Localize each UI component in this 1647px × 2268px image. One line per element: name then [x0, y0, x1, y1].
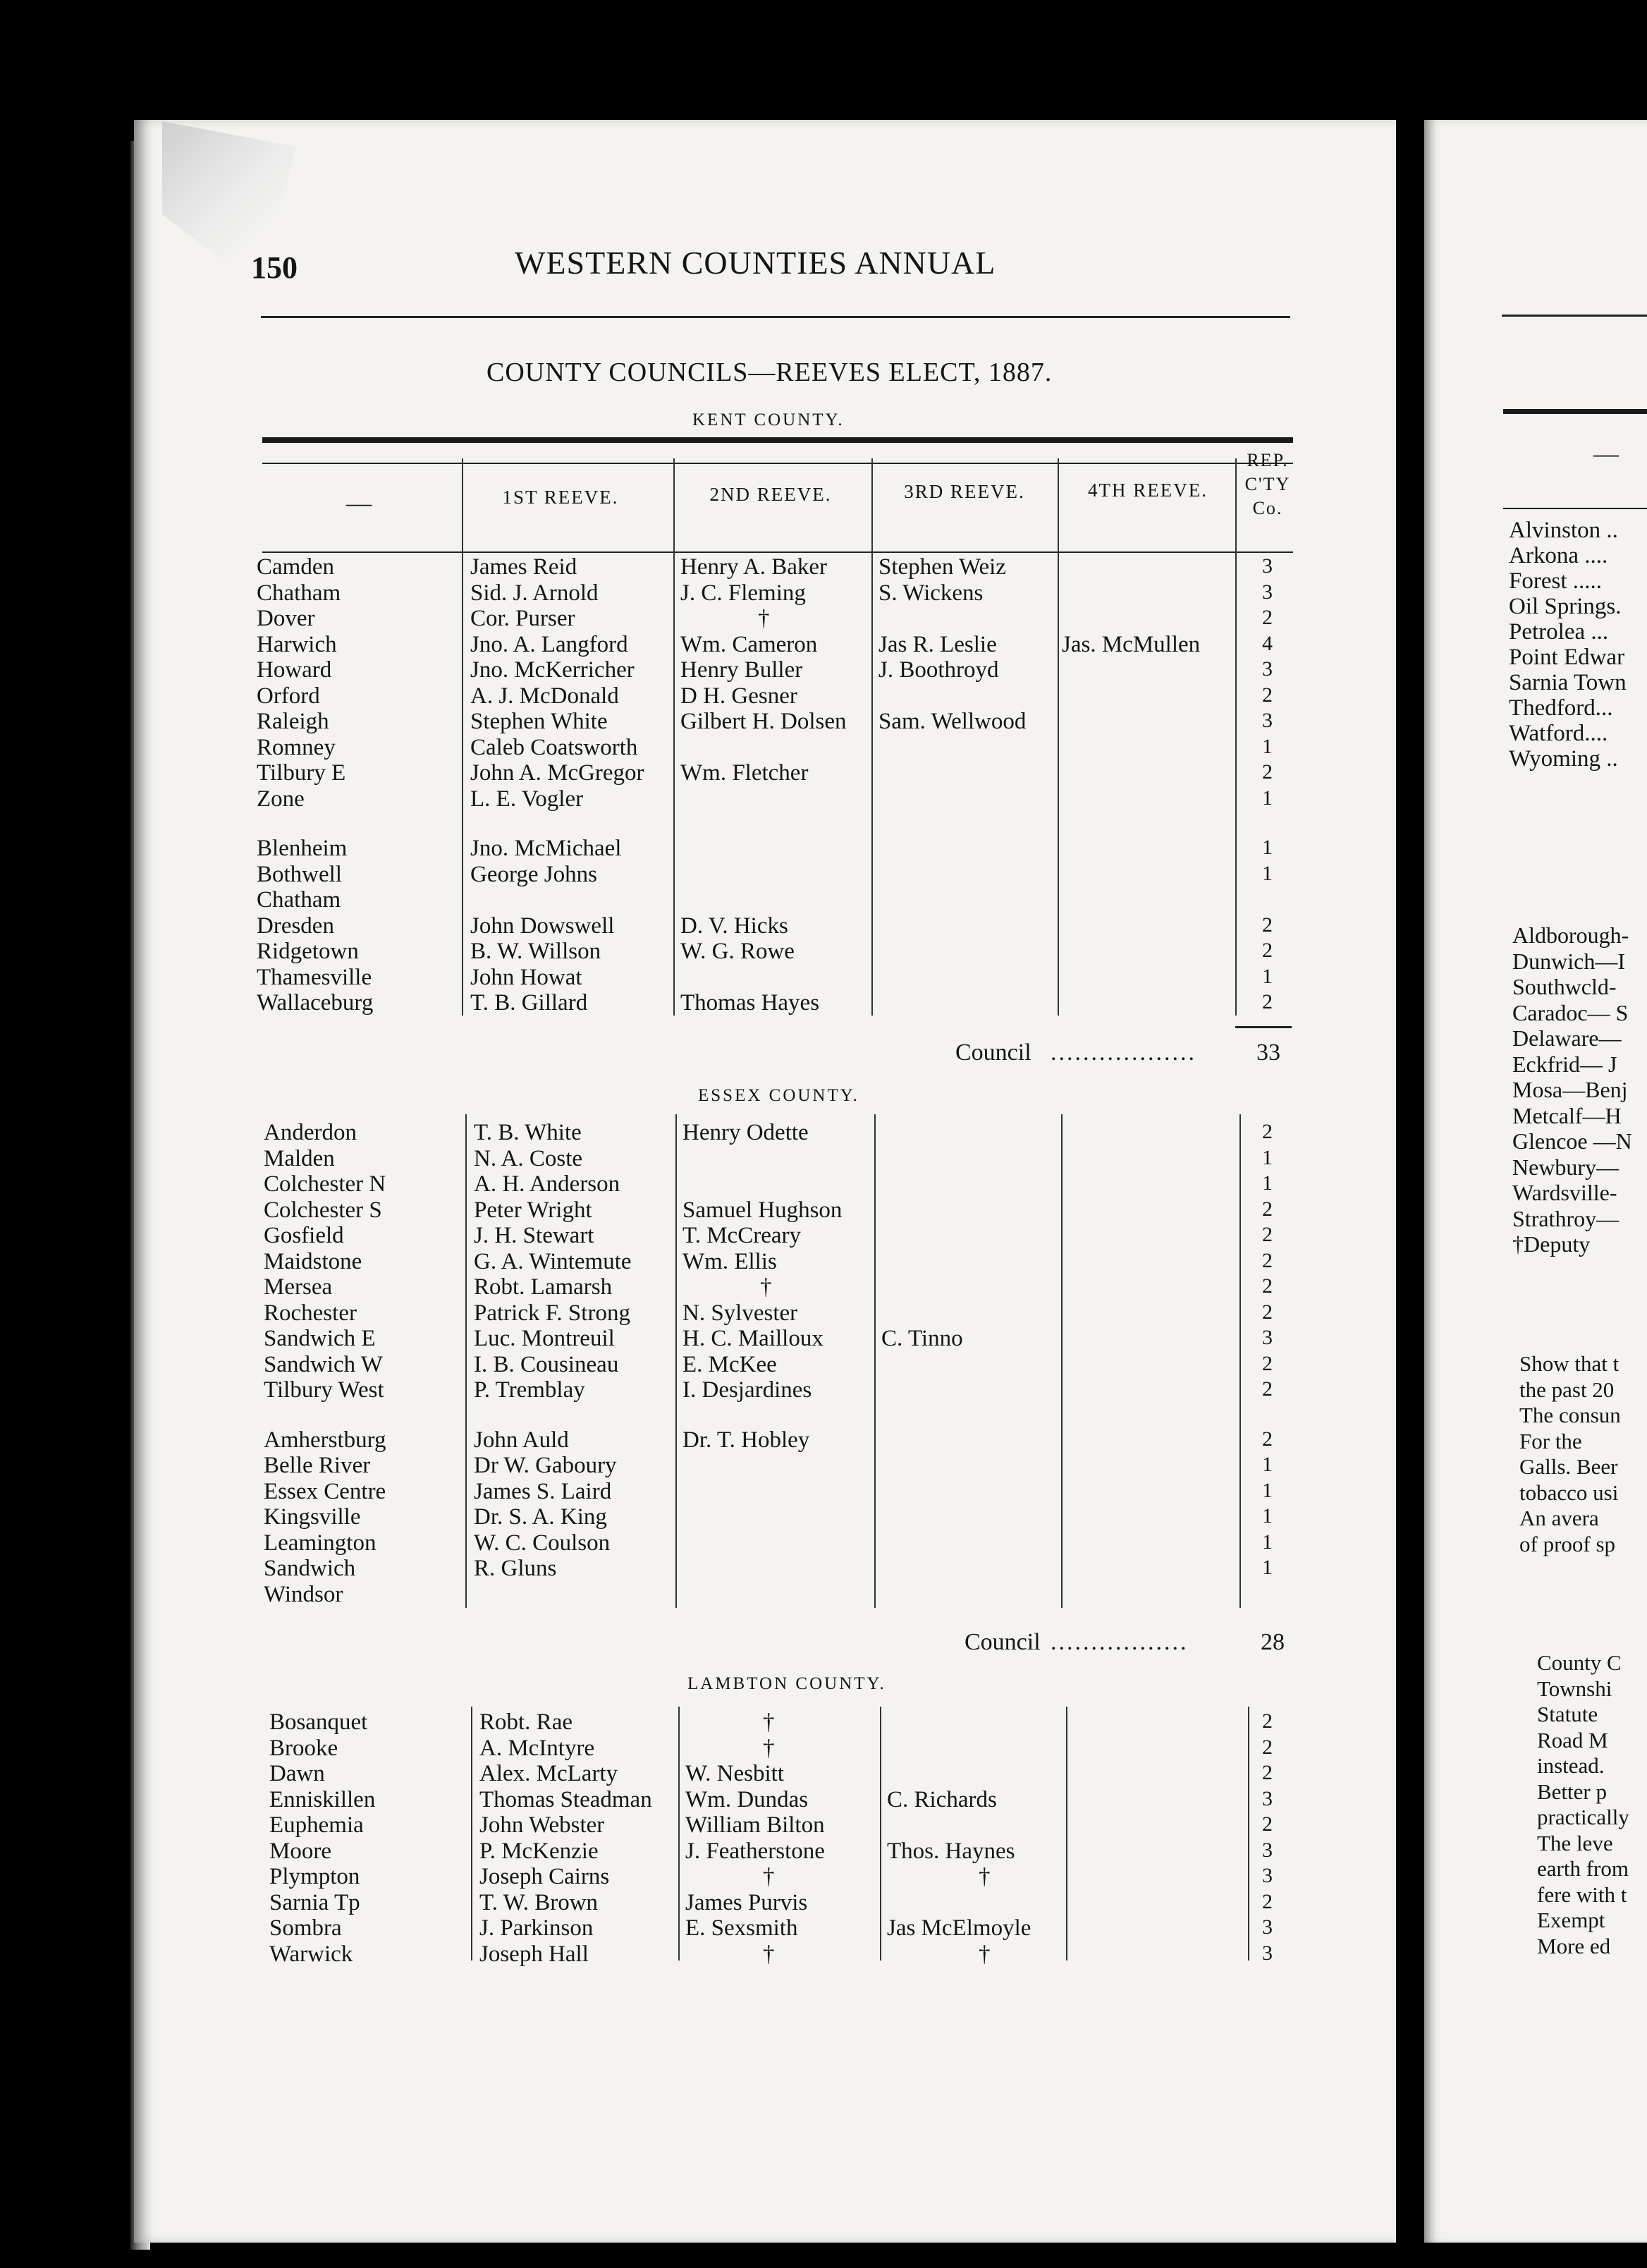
first-reeve-cell: T. B. White: [474, 1120, 582, 1145]
header-fourth-reeve: 4TH REEVE.: [1088, 480, 1208, 501]
municipality-cell: Leamington: [264, 1530, 376, 1556]
table-row: [264, 1479, 1307, 1504]
second-reeve-cell: Wm. Dundas: [685, 1786, 809, 1812]
table-row: [264, 1146, 1307, 1171]
municipality-cell: Enniskillen: [269, 1786, 376, 1812]
table-row: [257, 836, 1300, 861]
table-row: [264, 1300, 1307, 1326]
kent-county-title: KENT COUNTY.: [692, 410, 845, 429]
third-reeve-cell: Thos. Haynes: [887, 1838, 1015, 1864]
second-reeve-cell: J. Featherstone: [685, 1838, 825, 1864]
table-row: [269, 1812, 1313, 1838]
rule-thin: [262, 463, 1293, 464]
municipality-cell: Sarnia Tp: [269, 1889, 360, 1915]
table-row: [264, 1427, 1307, 1453]
second-reeve-cell: W. G. Rowe: [680, 939, 795, 964]
municipality-cell: Ridgetown: [257, 939, 359, 964]
table-row: [257, 990, 1300, 1016]
second-reeve-cell: Henry A. Baker: [680, 554, 828, 580]
first-reeve-cell: Patrick F. Strong: [474, 1300, 630, 1326]
rule-top: [261, 316, 1290, 318]
rep-count-cell: 1: [1262, 1530, 1273, 1554]
first-reeve-cell: N. A. Coste: [474, 1145, 583, 1171]
table-row: [264, 1352, 1307, 1377]
third-reeve-cell: Sam. Wellwood: [878, 709, 1027, 734]
header-rep: REP. C'TY Co.: [1244, 450, 1291, 518]
right-page-line: Dunwich—I: [1512, 948, 1625, 974]
rep-count-cell: 1: [1262, 1556, 1273, 1579]
essex-council-label: Council: [965, 1629, 1041, 1655]
right-page-line: An avera: [1519, 1506, 1599, 1530]
rep-count-cell: 1: [1262, 1478, 1273, 1502]
municipality-cell: Anderdon: [264, 1120, 357, 1145]
right-page-line: Statute: [1537, 1702, 1598, 1726]
table-title: COUNTY COUNCILS—REEVES ELECT, 1887.: [486, 358, 1053, 387]
table-row: [257, 965, 1300, 990]
second-reeve-cell: †: [763, 1709, 775, 1735]
table-row: [269, 1839, 1313, 1864]
first-reeve-cell: John Auld: [474, 1427, 569, 1453]
right-page-line: Forest .....: [1509, 568, 1602, 594]
third-reeve-cell: †: [979, 1864, 991, 1889]
rep-count-cell: 2: [1262, 1812, 1273, 1836]
table-row: [264, 1582, 1307, 1607]
right-page-line: †Deputy: [1512, 1231, 1591, 1257]
municipality-cell: Zone: [257, 786, 305, 812]
third-reeve-cell: C. Tinno: [881, 1326, 963, 1351]
table-row: [264, 1197, 1307, 1223]
municipality-cell: Amherstburg: [264, 1427, 386, 1453]
municipality-cell: Belle River: [264, 1453, 371, 1478]
table-row: [269, 1915, 1313, 1941]
municipality-cell: Wallaceburg: [257, 990, 374, 1016]
right-page-line: The leve: [1537, 1830, 1613, 1855]
second-reeve-cell: Gilbert H. Dolsen: [680, 709, 847, 734]
table-row: [269, 1941, 1313, 1967]
first-reeve-cell: I. B. Cousineau: [474, 1351, 619, 1377]
table-row: [257, 887, 1300, 913]
rep-count-cell: 1: [1262, 836, 1273, 859]
table-row: [269, 1890, 1313, 1915]
first-reeve-cell: Joseph Hall: [479, 1941, 589, 1967]
first-reeve-cell: Stephen White: [470, 709, 608, 734]
municipality-cell: Chatham: [257, 887, 341, 913]
right-page-line: Caradoc— S: [1512, 999, 1629, 1025]
rep-count-cell: 2: [1262, 1248, 1273, 1272]
municipality-cell: Howard: [257, 657, 332, 683]
right-page-line: Galls. Beer: [1519, 1454, 1618, 1479]
table-row: [257, 760, 1300, 786]
second-reeve-cell: †: [763, 1864, 775, 1889]
first-reeve-cell: George Johns: [470, 861, 597, 887]
essex-council-dots: .................: [1051, 1629, 1189, 1655]
table-row: [257, 632, 1300, 657]
second-reeve-cell: Wm. Fletcher: [680, 760, 809, 786]
first-reeve-cell: John Webster: [479, 1812, 605, 1838]
municipality-cell: Bothwell: [257, 861, 342, 887]
right-page-line: Southwcld-: [1512, 974, 1617, 999]
right-page-line: County C: [1537, 1650, 1622, 1675]
first-reeve-cell: B. W. Willson: [470, 939, 601, 964]
municipality-cell: Romney: [257, 734, 336, 760]
rule-thick: [262, 437, 1293, 443]
table-row: [264, 1556, 1307, 1581]
first-reeve-cell: J. Parkinson: [479, 1915, 594, 1941]
right-page-line: Strathroy—: [1512, 1205, 1620, 1231]
right-page-line: Wyoming ..: [1509, 746, 1618, 772]
third-reeve-cell: Jas McElmoyle: [887, 1915, 1031, 1941]
right-page-line: Delaware—: [1512, 1025, 1622, 1051]
table-row: [264, 1504, 1307, 1530]
municipality-cell: Dover: [257, 606, 315, 631]
municipality-cell: Sandwich: [264, 1556, 356, 1581]
second-reeve-cell: H. C. Mailloux: [682, 1326, 823, 1351]
right-page-line: tobacco usi: [1519, 1480, 1619, 1505]
rep-count-cell: 3: [1262, 657, 1273, 681]
right-page-line: practically: [1537, 1805, 1629, 1829]
municipality-cell: Thamesville: [257, 964, 372, 990]
first-reeve-cell: Peter Wright: [474, 1197, 592, 1223]
right-page-line: instead.: [1537, 1753, 1605, 1778]
rep-count-cell: 2: [1262, 1120, 1273, 1143]
second-reeve-cell: W. Nesbitt: [685, 1761, 784, 1786]
rep-count-cell: 3: [1262, 580, 1273, 604]
first-reeve-cell: P. McKenzie: [479, 1838, 599, 1864]
right-rule-1: [1502, 315, 1647, 317]
rep-count-cell: 2: [1262, 1889, 1273, 1913]
first-reeve-cell: Robt. Rae: [479, 1709, 573, 1735]
first-reeve-cell: Sid. J. Arnold: [470, 580, 599, 606]
table-row: [269, 1736, 1313, 1761]
table-row: [257, 606, 1300, 631]
first-reeve-cell: A. J. McDonald: [470, 683, 619, 709]
second-reeve-cell: Samuel Hughson: [682, 1197, 843, 1223]
first-reeve-cell: James S. Laird: [474, 1478, 612, 1504]
rep-count-cell: 3: [1262, 1864, 1273, 1887]
first-reeve-cell: John Howat: [470, 964, 582, 990]
rep-count-cell: 2: [1262, 1223, 1273, 1246]
right-page-line: the past 20: [1519, 1377, 1615, 1402]
right-page-line: Oil Springs.: [1509, 594, 1622, 619]
kent-council-dots: ..................: [1051, 1040, 1196, 1066]
municipality-cell: Dresden: [257, 913, 334, 939]
right-page-line: Wardsville-: [1512, 1180, 1617, 1205]
municipality-cell: Raleigh: [257, 709, 329, 734]
municipality-cell: Plympton: [269, 1864, 360, 1889]
municipality-cell: Tilbury E: [257, 760, 346, 786]
rep-count-cell: 3: [1262, 1786, 1273, 1810]
right-page-line: earth from: [1537, 1856, 1629, 1881]
right-page-line: Newbury—: [1512, 1154, 1620, 1180]
second-reeve-cell: T. McCreary: [682, 1223, 801, 1248]
second-reeve-cell: E. McKee: [682, 1351, 777, 1377]
first-reeve-cell: J. H. Stewart: [474, 1223, 594, 1248]
second-reeve-cell: William Bilton: [685, 1812, 825, 1838]
first-reeve-cell: Caleb Coatsworth: [470, 734, 638, 760]
first-reeve-cell: G. A. Wintemute: [474, 1248, 632, 1274]
rep-count-cell: 2: [1262, 990, 1273, 1013]
right-page-line: Watford....: [1509, 721, 1608, 746]
second-reeve-cell: James Purvis: [685, 1889, 808, 1915]
right-page-line: Sarnia Town: [1509, 670, 1627, 695]
municipality-cell: Sombra: [269, 1915, 342, 1941]
table-row: [264, 1377, 1307, 1403]
rep-count-cell: 1: [1262, 786, 1273, 810]
header-third-reeve: 3RD REEVE.: [904, 481, 1025, 502]
municipality-cell: Maidstone: [264, 1248, 362, 1274]
essex-council-total: 28: [1261, 1629, 1285, 1655]
header-first-reeve: 1ST REEVE.: [502, 487, 619, 508]
kent-council-label: Council: [955, 1040, 1031, 1066]
municipality-cell: Gosfield: [264, 1223, 344, 1248]
header-dash: —: [346, 489, 373, 517]
header-second-reeve: 2ND REEVE.: [709, 484, 832, 505]
municipality-cell: Sandwich W: [264, 1351, 383, 1377]
municipality-cell: Warwick: [269, 1941, 353, 1967]
municipality-cell: Blenheim: [257, 836, 348, 861]
second-reeve-cell: J. C. Fleming: [680, 580, 806, 606]
right-page-line: Arkona ....: [1509, 543, 1608, 568]
page-number: 150: [251, 250, 298, 285]
kent-council-total: 33: [1256, 1040, 1280, 1066]
second-reeve-cell: I. Desjardines: [682, 1377, 812, 1403]
right-page-line: Mosa—Benj: [1512, 1077, 1628, 1102]
second-reeve-cell: †: [758, 606, 770, 631]
rep-count-cell: 4: [1262, 631, 1273, 655]
second-reeve-cell: E. Sexsmith: [685, 1915, 798, 1941]
table-row: [269, 1709, 1313, 1735]
second-reeve-cell: Wm. Ellis: [682, 1248, 777, 1274]
third-reeve-cell: C. Richards: [887, 1786, 997, 1812]
first-reeve-cell: Jno. McKerricher: [470, 657, 635, 683]
right-page-line: Glencoe —N: [1512, 1128, 1632, 1154]
table-row: [264, 1530, 1307, 1556]
municipality-cell: Rochester: [264, 1300, 357, 1326]
first-reeve-cell: T. W. Brown: [479, 1889, 599, 1915]
table-row: [257, 939, 1300, 964]
rep-count-cell: 2: [1262, 1351, 1273, 1375]
first-reeve-cell: John Dowswell: [470, 913, 615, 939]
table-row: [269, 1787, 1313, 1812]
right-page-line: Exempt: [1537, 1908, 1605, 1932]
table-row: [257, 683, 1300, 709]
rep-count-cell: 2: [1262, 760, 1273, 784]
rep-count-cell: 2: [1262, 1427, 1273, 1451]
second-reeve-cell: Thomas Hayes: [680, 990, 820, 1016]
rep-count-cell: 2: [1262, 683, 1273, 707]
rep-count-cell: 1: [1262, 861, 1273, 885]
second-reeve-cell: Dr. T. Hobley: [682, 1427, 810, 1453]
third-reeve-cell: J. Boothroyd: [878, 657, 999, 683]
second-reeve-cell: Henry Buller: [680, 657, 803, 683]
first-reeve-cell: John A. McGregor: [470, 760, 644, 786]
right-page-line: Better p: [1537, 1779, 1607, 1804]
table-row: [257, 554, 1300, 580]
second-reeve-cell: †: [763, 1735, 775, 1761]
second-reeve-cell: N. Sylvester: [682, 1300, 798, 1326]
municipality-cell: Brooke: [269, 1735, 338, 1761]
first-reeve-cell: Dr W. Gaboury: [474, 1453, 617, 1478]
right-page-line: For the: [1519, 1428, 1582, 1453]
table-row: [257, 580, 1300, 606]
right-page-line: Show that t: [1519, 1351, 1620, 1376]
first-reeve-cell: L. E. Vogler: [470, 786, 584, 812]
municipality-cell: Bosanquet: [269, 1709, 368, 1735]
fourth-reeve-cell: Jas. McMullen: [1062, 631, 1201, 657]
table-row: [269, 1761, 1313, 1786]
rep-count-cell: 2: [1262, 1735, 1273, 1759]
right-page-line: Alvinston ..: [1509, 518, 1618, 543]
third-reeve-cell: †: [979, 1941, 991, 1967]
municipality-cell: Dawn: [269, 1761, 325, 1786]
rep-count-cell: 3: [1262, 554, 1273, 578]
municipality-cell: Camden: [257, 554, 334, 580]
first-reeve-cell: Robt. Lamarsh: [474, 1274, 613, 1300]
rep-count-cell: 3: [1262, 1915, 1273, 1939]
municipality-cell: Chatham: [257, 580, 341, 606]
rep-count-cell: 1: [1262, 1504, 1273, 1528]
table-row: [264, 1223, 1307, 1248]
table-row: [257, 709, 1300, 734]
municipality-cell: Colchester N: [264, 1171, 386, 1197]
municipality-cell: Windsor: [264, 1581, 343, 1607]
first-reeve-cell: Dr. S. A. King: [474, 1504, 607, 1530]
rep-count-cell: 3: [1262, 1941, 1273, 1965]
rep-count-cell: 1: [1262, 734, 1273, 758]
second-reeve-cell: D H. Gesner: [680, 683, 797, 709]
right-page-line: Metcalf—H: [1512, 1102, 1622, 1128]
running-head: WESTERN COUNTIES ANNUAL: [515, 245, 996, 281]
first-reeve-cell: James Reid: [470, 554, 577, 580]
table-row: [264, 1120, 1307, 1145]
second-reeve-cell: †: [763, 1941, 775, 1967]
first-reeve-cell: Thomas Steadman: [479, 1786, 652, 1812]
table-row: [264, 1274, 1307, 1300]
first-reeve-cell: R. Gluns: [474, 1556, 557, 1581]
municipality-cell: Kingsville: [264, 1504, 361, 1530]
right-rule-2: [1503, 409, 1647, 414]
rep-count-cell: 2: [1262, 606, 1273, 629]
municipality-cell: Orford: [257, 683, 320, 709]
second-reeve-cell: D. V. Hicks: [680, 913, 788, 939]
rep-count-cell: 2: [1262, 1377, 1273, 1401]
right-page-line: Aldborough-: [1512, 922, 1629, 948]
table-row: [257, 913, 1300, 939]
table-row: [264, 1326, 1307, 1351]
table-row: [257, 735, 1300, 760]
first-reeve-cell: Cor. Purser: [470, 606, 575, 631]
first-reeve-cell: Joseph Cairns: [479, 1864, 610, 1889]
rep-count-cell: 2: [1262, 939, 1273, 962]
first-reeve-cell: A. H. Anderson: [474, 1171, 620, 1197]
table-row: [257, 862, 1300, 887]
municipality-cell: Tilbury West: [264, 1377, 384, 1403]
rep-count-cell: 2: [1262, 1709, 1273, 1733]
municipality-cell: Malden: [264, 1145, 335, 1171]
right-page-line: More ed: [1537, 1933, 1611, 1958]
second-reeve-cell: Wm. Cameron: [680, 631, 818, 657]
essex-county-title: ESSEX COUNTY.: [698, 1086, 859, 1105]
right-header-dash: —: [1593, 439, 1619, 468]
right-page-line: The consun: [1519, 1403, 1621, 1427]
rep-count-cell: 2: [1262, 913, 1273, 937]
second-reeve-cell: Henry Odette: [682, 1120, 809, 1145]
municipality-cell: Moore: [269, 1838, 331, 1864]
rep-count-cell: 2: [1262, 1197, 1273, 1221]
rep-count-cell: 2: [1262, 1761, 1273, 1784]
rep-count-cell: 3: [1262, 1838, 1273, 1862]
municipality-cell: Colchester S: [264, 1197, 382, 1223]
table-row: [257, 657, 1300, 683]
rep-count-cell: 1: [1262, 1145, 1273, 1169]
right-page-line: of proof sp: [1519, 1531, 1616, 1556]
right-page-line: Townshi: [1537, 1676, 1612, 1701]
second-reeve-cell: †: [760, 1274, 772, 1300]
first-reeve-cell: Alex. McLarty: [479, 1761, 618, 1786]
table-row: [269, 1864, 1313, 1889]
rep-count-cell: 2: [1262, 1274, 1273, 1298]
rep-count-cell: 3: [1262, 1326, 1273, 1349]
table-row: [264, 1453, 1307, 1478]
municipality-cell: Euphemia: [269, 1812, 364, 1838]
first-reeve-cell: W. C. Coulson: [474, 1530, 611, 1556]
right-page-line: fere with t: [1537, 1882, 1627, 1907]
table-row: [257, 786, 1300, 812]
rep-count-cell: 1: [1262, 964, 1273, 988]
municipality-cell: Mersea: [264, 1274, 333, 1300]
third-reeve-cell: Jas R. Leslie: [878, 631, 997, 657]
first-reeve-cell: P. Tremblay: [474, 1377, 585, 1403]
rep-count-cell: 1: [1262, 1171, 1273, 1195]
first-reeve-cell: Jno. McMichael: [470, 836, 622, 861]
first-reeve-cell: A. McIntyre: [479, 1735, 595, 1761]
rep-count-cell: 1: [1262, 1453, 1273, 1476]
right-page-line: Eckfrid— J: [1512, 1051, 1617, 1077]
municipality-cell: Harwich: [257, 631, 337, 657]
rule-header-bottom: [262, 551, 1293, 553]
right-rule-3: [1503, 508, 1647, 509]
right-page-line: Point Edwar: [1509, 645, 1625, 670]
third-reeve-cell: S. Wickens: [878, 580, 984, 606]
rep-count-cell: 3: [1262, 709, 1273, 732]
right-page-line: Thedford...: [1509, 695, 1613, 721]
lambton-county-title: LAMBTON COUNTY.: [687, 1674, 886, 1693]
municipality-cell: Essex Centre: [264, 1478, 386, 1504]
table-row: [264, 1171, 1307, 1197]
right-page-line: Road M: [1537, 1727, 1608, 1752]
rep-count-cell: 2: [1262, 1300, 1273, 1324]
first-reeve-cell: Jno. A. Langford: [470, 631, 628, 657]
rule-kent-end: [1235, 1026, 1292, 1028]
first-reeve-cell: Luc. Montreuil: [474, 1326, 615, 1351]
table-row: [264, 1249, 1307, 1274]
third-reeve-cell: Stephen Weiz: [878, 554, 1006, 580]
municipality-cell: Sandwich E: [264, 1326, 376, 1351]
right-page-line: Petrolea ...: [1509, 619, 1609, 645]
first-reeve-cell: T. B. Gillard: [470, 990, 588, 1016]
